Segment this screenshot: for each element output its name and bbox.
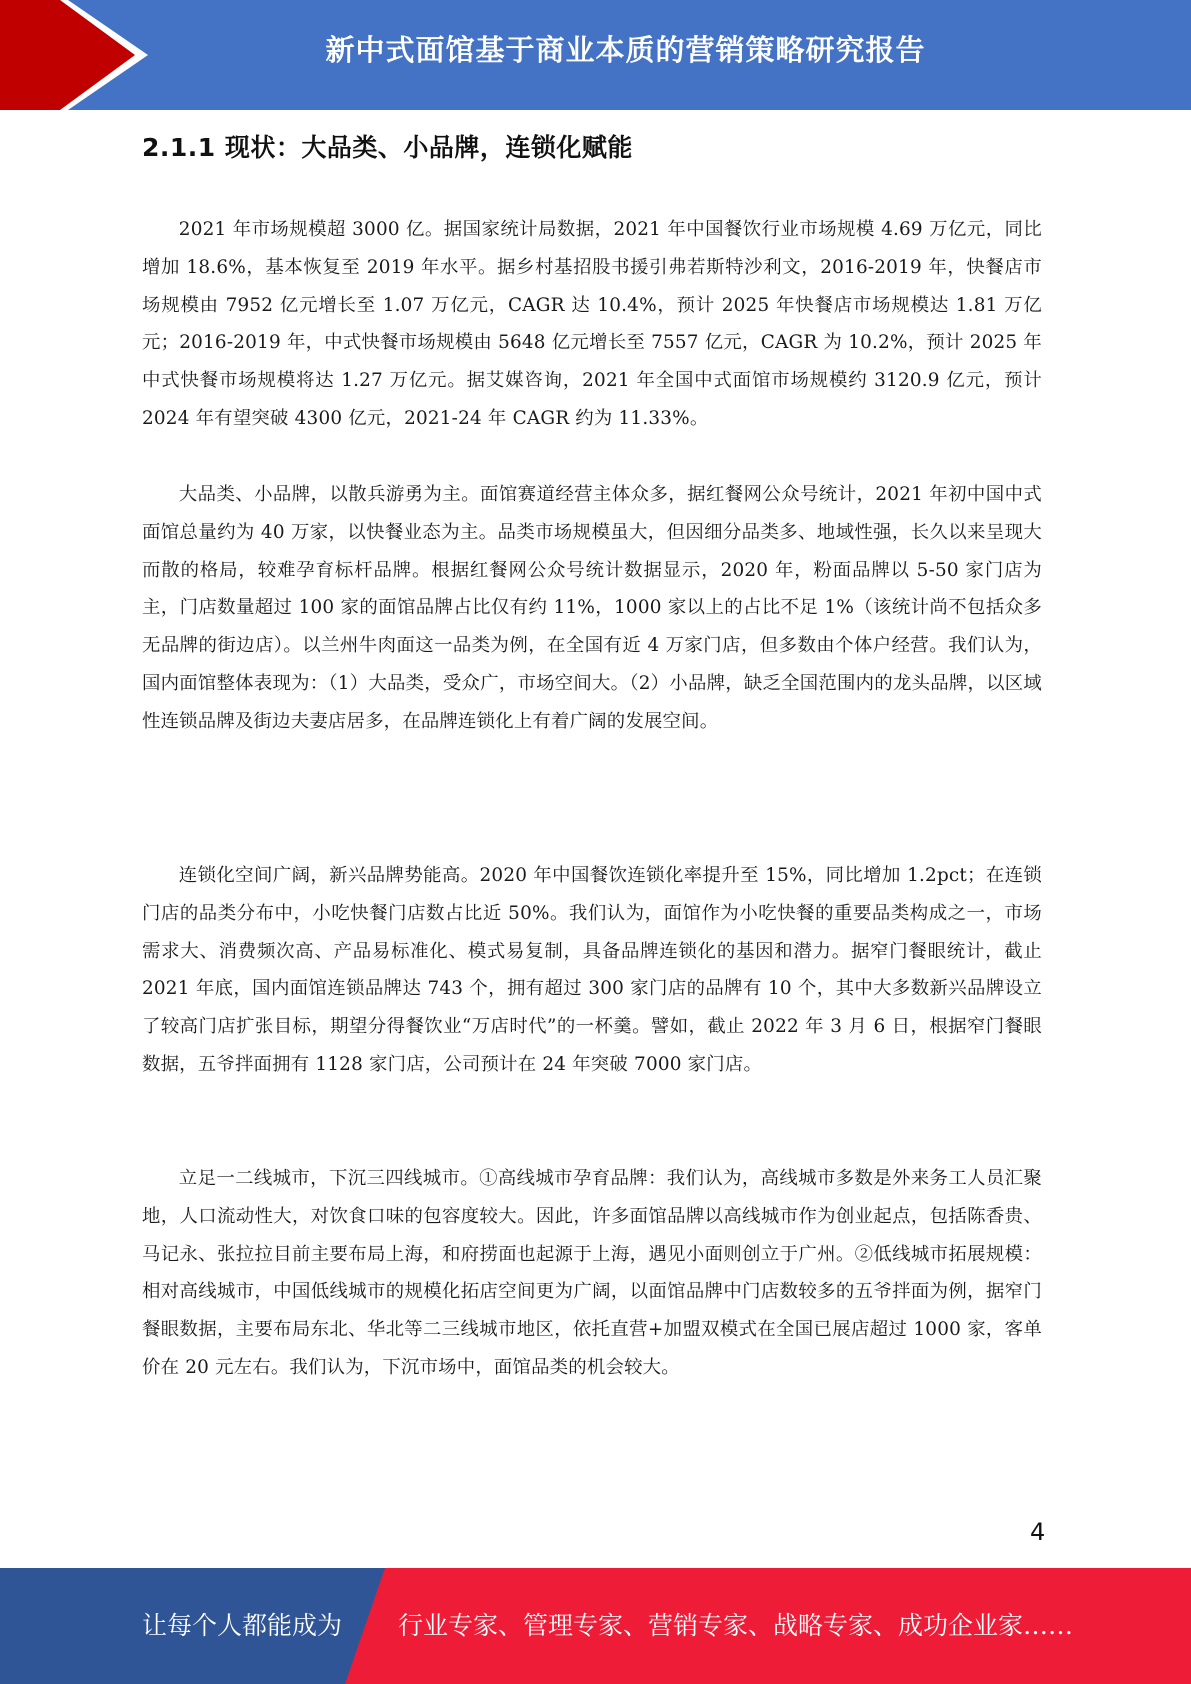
header-chevron-icon bbox=[0, 0, 160, 110]
section-heading: 2.1.1 现状：大品类、小品牌，连锁化赋能 bbox=[142, 133, 633, 162]
paragraph-fragmented-brands bbox=[142, 476, 1042, 741]
paragraph-text: 连锁化空间广阔，新兴品牌势能高。2020 年中国餐饮连锁化率提升至 15%，同比增加 1.2pct；在连锁门店的品类分布中，小吃快餐门店数占比近 50%。我们认为，面馆作为小吃快餐的重要品类构成之一，市场需求大、消费频次高、产品易标准化、模式易复制，具备品牌连锁化的基因和潜力。据窄门餐眼统计，截止 2021 年底，国内面馆连锁品牌达 743 个，拥有超过 300 家门店的品牌有 10 个，其中大多数新兴品牌设立了较高门店扩张目标，期望分得餐饮业“万店时代”的一杯羹。譬如，截止 2022 年 3 月 6 日，根据窄门餐眼数据，五爷拌面拥有 1128 家门店，公司预计在 24 年突破 7000 家门店。 bbox=[142, 865, 1042, 1075]
paragraph-chain-expansion bbox=[142, 857, 1042, 1084]
paragraph-market-size bbox=[142, 211, 1042, 438]
footer-slogan-left: 让每个人都能成为 bbox=[142, 1611, 343, 1640]
chevron-fill bbox=[0, 0, 135, 110]
footer-banner bbox=[0, 1568, 1191, 1684]
paragraph-text: 2021 年市场规模超 3000 亿。据国家统计局数据，2021 年中国餐饮行业市场规模 4.69 万亿元，同比增加 18.6%，基本恢复至 2019 年水平。据乡村基招股书援引弗若斯特沙利文，2016-2019 年，快餐店市场规模由 7952 亿元增长至 1.07 万亿元，CAGR 达 10.4%，预计 2025 年快餐店市场规模达 1.81 万亿元；2016-2019 年，中式快餐市场规模由 5648 亿元增长至 7557 亿元，CAGR 为 10.2%，预计 2025 年中式快餐市场规模将达 1.27 万亿元。据艾媒咨询，2021 年全国中式面馆市场规模约 3120.9 亿元，预计 2024 年有望突破 4300 亿元，2021-24 年 CAGR 约为 11.33%。 bbox=[142, 219, 1042, 429]
page-number: 4 bbox=[1030, 1518, 1046, 1546]
paragraph-city-tiers bbox=[142, 1160, 1042, 1387]
paragraph-text: 立足一二线城市，下沉三四线城市。①高线城市孕育品牌：我们认为，高线城市多数是外来务工人员汇聚地，人口流动性大，对饮食口味的包容度较大。因此，许多面馆品牌以高线城市作为创业起点，包括陈香贵、马记永、张拉拉目前主要布局上海，和府捞面也起源于上海，遇见小面则创立于广州。②低线城市拓展规模：相对高线城市，中国低线城市的规模化拓店空间更为广阔，以面馆品牌中门店数较多的五爷拌面为例，据窄门餐眼数据，主要布局东北、华北等二三线城市地区，依托直营+加盟双模式在全国已展店超过 1000 家，客单价在 20 元左右。我们认为，下沉市场中，面馆品类的机会较大。 bbox=[142, 1168, 1042, 1378]
report-title: 新中式面馆基于商业本质的营销策略研究报告 bbox=[325, 33, 926, 67]
paragraph-text: 大品类、小品牌，以散兵游勇为主。面馆赛道经营主体众多，据红餐网公众号统计，2021 年初中国中式面馆总量约为 40 万家，以快餐业态为主。品类市场规模虽大，但因细分品类多、地域性强，长久以来呈现大而散的格局，较难孕育标杆品牌。根据红餐网公众号统计数据显示，2020 年，粉面品牌以 5-50 家门店为主，门店数量超过 100 家的面馆品牌占比仅有约 11%，1000 家以上的占比不足 1%（该统计尚不包括众多无品牌的街边店）。以兰州牛肉面这一品类为例，在全国有近 4 万家门店，但多数由个体户经营。我们认为，国内面馆整体表现为：（1）大品类，受众广，市场空间大。（2）小品牌，缺乏全国范围内的龙头品牌，以区域性连锁品牌及街边夫妻店居多，在品牌连锁化上有着广阔的发展空间。 bbox=[142, 484, 1042, 732]
footer-slogan-right: 行业专家、管理专家、营销专家、战略专家、成功企业家…… bbox=[398, 1611, 1074, 1640]
